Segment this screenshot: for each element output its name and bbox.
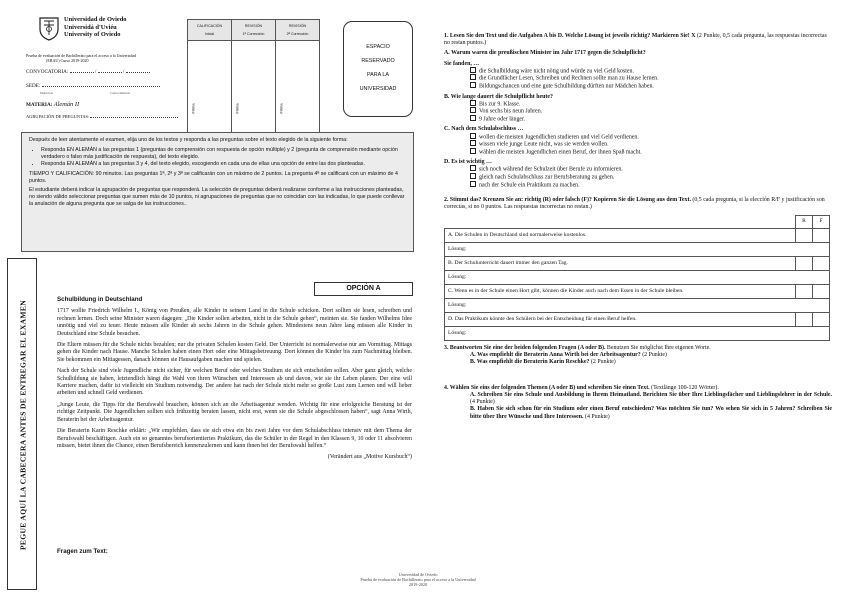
instructions-note: El estudiante deberá indicar la agrupación de preguntas que responderá. La selección de preguntas deberá realizarse conforme a las instrucciones planteadas, no siendo válido seleccionar preguntas que sumen más de 10 puntos, ni agrupaciones de preguntas que no coincidan con las indicadas, lo que puede conllevar la anulación de alguna pregunta que se salga de las instrucciones.. xyxy=(29,187,405,208)
q4b xyxy=(444,406,832,420)
tf-statement: D. Das Praktikum könnte den Schülern bei der Entscheidung für einen Beruf helfen. xyxy=(445,313,796,327)
q4b-points: (4 Punkte) xyxy=(583,413,610,420)
grade-col-initial: CALIFICACIÓN Inicial xyxy=(188,20,232,41)
q1-heading xyxy=(444,33,832,47)
materia-field xyxy=(26,101,79,108)
convocatoria-field[interactable]: CONVOCATORIA: / / xyxy=(26,69,150,75)
q1c-option[interactable]: wollen die meisten Jugendlichen studieren und viel Geld verdienen. xyxy=(444,134,832,142)
losung-label: Lösung: xyxy=(448,245,467,252)
grade-cell-rev1[interactable] xyxy=(232,41,276,136)
sede-sub-labels xyxy=(40,91,130,95)
q2-points: (0,5 cada pregunta, si la elección R/F y justificación son correctas, si no 0 puntos. Las respuestas incorrectas no restan.) xyxy=(444,197,825,211)
materia-label: MATERIA: xyxy=(26,102,53,108)
q2-heading xyxy=(444,197,832,211)
q4-title: 4. Wählen Sie eins der folgenden Themen (A oder B) und schreiben Sie einen Text. xyxy=(444,384,650,391)
reserved-space xyxy=(343,21,413,117)
q1c-option[interactable]: wählen die meisten Jugendlichen einen Beruf, der ihnen Spaß macht. xyxy=(444,149,832,157)
sede-sub-municipio: Municipio xyxy=(40,91,54,95)
checkbox-icon[interactable] xyxy=(470,173,476,179)
tf-f-cell[interactable] xyxy=(813,229,830,243)
tf-statement: B. Der Schulunterricht dauert immer den ganzen Tag. xyxy=(445,257,796,271)
q1a-lead: Sie fanden, … xyxy=(444,60,480,67)
tf-f-cell[interactable] xyxy=(813,285,830,299)
exam-description-line: (EBAU) Curso 2019-2020 xyxy=(46,58,89,63)
header-paste-label: PEGUE AQUÍ LA CABECERA ANTES DE ENTREGAR EL EXAMEN xyxy=(18,299,28,551)
q3b xyxy=(444,359,832,366)
materia-value: Alemán II xyxy=(53,101,80,108)
tf-solution-cell[interactable] xyxy=(445,271,830,285)
tf-solution-cell[interactable] xyxy=(445,327,830,341)
reserved-line: UNIVERSIDAD xyxy=(359,86,397,92)
q4b-text: B. Haben Sie sich schon für ein Studium oder einen Beruf entschieden? Was möchten Sie tun? Wo sehen Sie sich in 5 Jahren? Schreiben Sie bitte über Ihre Wünsche und Ihre Interessen. xyxy=(470,406,832,420)
firma-label: Firma xyxy=(234,102,240,114)
reserved-line: ESPACIO xyxy=(366,44,390,50)
reading-source: (Verändert aus „Motive Kursbuch“) xyxy=(327,454,412,461)
checkbox-icon[interactable] xyxy=(470,67,476,73)
instructions-intro: Después de leer atentamente el examen, elija uno de los textos y responda a las preguntas sobre el texto elegido de la siguiente forma: xyxy=(29,137,348,143)
tf-solution-cell[interactable] xyxy=(445,299,830,313)
q1-title: 1. Lesen Sie den Text und die Aufgaben A bis D. Welche Lösung ist jeweils richtig? Markieren Sie! X xyxy=(444,33,696,39)
q1b-option[interactable]: Von sechs bis neun Jahren. xyxy=(444,108,832,116)
q1a-option[interactable]: Bildungschancen und eine gute Schulbildung dürften nur Mädchen haben. xyxy=(444,83,832,91)
q1b-option[interactable]: 9 Jahre oder länger. xyxy=(444,116,832,124)
checkbox-icon[interactable] xyxy=(470,181,476,187)
checkbox-icon[interactable] xyxy=(470,133,476,139)
instructions-bullet: • Responda EN ALEMÁN a las preguntas 1 (preguntas de comprensión con respuesta de opción múltiple) y 2 (pregunta de comprensión mediante opción verdadero o falso más justificación de respuesta), del texto elegido. xyxy=(41,147,406,161)
tf-statement: C. Wenn es in der Schule einen Hort gibt, können die Kinder auch nach dem Essen in der Schule bleiben. xyxy=(445,285,796,299)
exam-description-line: Prueba de evaluación de Bachillerato para el acceso a la Universidad xyxy=(26,53,137,58)
checkbox-icon[interactable] xyxy=(470,148,476,154)
firma-label: Firma xyxy=(278,102,284,114)
reading-paragraph: 1717 wollte Friedrich Wilhelm I., König von Preußen, alle Kinder in seinem Land in die Schule schicken. Dort sollten sie lesen, schreiben und rechnen lernen. Doch seine Minister waren dagegen: „Die Kinder sollen arbeiten, nicht in die Schule gehen“, meinten sie. Sie fanden Wilhelms Idee unnötig und viel zu teuer. Heute müssen alle Kinder ab sechs Jahren in die Schule gehen. Mindestens neun Jahre lang müssen alle Kinder in Deutschland eine Schule besuchen. xyxy=(57,308,412,337)
q1d-option[interactable]: sich noch während der Schulzeit über Berufe zu informieren. xyxy=(444,166,832,174)
tf-r-cell[interactable] xyxy=(796,313,813,327)
page-footer xyxy=(342,572,494,588)
exam-description xyxy=(26,53,176,63)
checkbox-icon[interactable] xyxy=(470,107,476,113)
sede-field[interactable] xyxy=(26,83,160,89)
q1-points: (2 Punkte, 0,5 cada pregunta, las respuestas incorrectas no restan puntos.) xyxy=(444,33,827,47)
q4-heading xyxy=(444,385,832,392)
checkbox-icon[interactable] xyxy=(470,165,476,171)
q1a-option[interactable]: die Schulbildung wäre nicht nötig und würde zu viel Geld kosten. xyxy=(444,68,832,76)
university-crest-icon xyxy=(38,15,60,41)
tf-r-cell[interactable] xyxy=(796,229,813,243)
grade-col-rev1: REVISIÓN 1ª Corrección xyxy=(232,20,276,41)
grade-cell-rev2[interactable] xyxy=(276,41,320,136)
tf-solution-cell[interactable] xyxy=(445,243,830,257)
q1a-option[interactable]: die Grundfächer Lesen, Schreiben und Rechnen sollte man zu Hause lernen. xyxy=(444,75,832,83)
q1b-option[interactable]: Bis zur 9. Klasse. xyxy=(444,101,832,109)
university-name-es: Universidad de Oviedo xyxy=(64,16,127,23)
footer-line: 2019-2020 xyxy=(408,582,428,588)
agrupacion-field[interactable] xyxy=(26,114,178,119)
checkbox-icon[interactable] xyxy=(470,82,476,88)
grade-col-rev2: REVISIÓN 2ª Corrección xyxy=(276,20,320,41)
col-r-header: R xyxy=(796,215,813,229)
instructions-tiempo: TIEMPO Y CALIFICACIÓN: 90 minutos. Las preguntas 1ª, 2ª y 3ª se calificarán con un máximo de 2 puntos. La pregunta 4ª se calificará con un máximo de 4 puntos. xyxy=(29,170,398,184)
tf-r-cell[interactable] xyxy=(796,285,813,299)
university-name-ast: Universidá d'Uviéu xyxy=(64,23,117,31)
q1d-question: D. Es ist wichtig … xyxy=(444,159,492,166)
checkbox-icon[interactable] xyxy=(470,140,476,146)
q1c-option[interactable]: wissen viele junge Leute nicht, was sie werden wollen. xyxy=(444,141,832,149)
university-name-en: University of Oviedo xyxy=(64,31,121,39)
checkbox-icon[interactable] xyxy=(470,100,476,106)
reading-paragraph: „Junge Leute, die Tipps für die Berufswahl brauchen, können sich an die Arbeitsagentur wenden. Wichtig für eine erfolgreiche Beratung ist der richtige Zeitpunkt. Die Jugendlichen sollten sich frühzeitig beraten lassen, nicht erst, wenn sie die Schule abgeschlossen haben“, sagt Anna Wirth, Beraterin bei der Arbeitsagentur. xyxy=(57,401,412,423)
sede-label: SEDE: xyxy=(26,83,41,89)
tf-f-cell[interactable] xyxy=(813,257,830,271)
footer-line: Universidad de Oviedo xyxy=(398,572,438,577)
checkbox-icon[interactable] xyxy=(470,115,476,121)
q4a-text: A. Schreiben Sie eins Schule und Ausbildung in Ihrem Heimatland. Berichten Sie über Ihre Lieblingsfächer und Lieblingslehrer in der Schule. xyxy=(470,391,832,398)
q1d-option[interactable]: gleich nach Schulabschluss zur Berufsberatung zu gehen. xyxy=(444,174,832,182)
reading-paragraph: Die Eltern müssen für die Schule nichts bezahlen; nur die privaten Schulen kosten Geld. Der Unterricht ist normalerweise nur am Vormittag. Mittags gehen die Kinder nach Hause. Manche Schulen haben einen Hort oder eine Mittagsbetreuung. Dort können die Kinder bis zum Nachmittag bleiben. Sie bekommen ein Mittagessen, danach können sie Hausaufgaben machen und spielen. xyxy=(57,342,412,363)
tf-f-cell[interactable] xyxy=(813,313,830,327)
q1a-question: A. Warum waren die preußischen Minister im Jahr 1717 gegen die Schulpflicht? xyxy=(444,50,646,57)
tf-statement: A. Die Schulen in Deutschland sind normalerweise kostenlos. xyxy=(445,229,796,243)
questions-column xyxy=(444,33,832,421)
q3-tail: Benutzen Sie möglichst Ihre eigenen Worte. xyxy=(605,345,711,352)
q3a-points: (2 Punkte) xyxy=(640,352,667,359)
checkbox-icon[interactable] xyxy=(470,74,476,80)
losung-label: Lösung: xyxy=(448,329,467,336)
reading-paragraph: Die Beraterin Karin Reschke erklärt: „Wir empfehlen, dass sie sich etwa ein bis zwei Jahre vor dem Schulabschluss intensiv mit dem Thema der Berufswahl beschäftigen. Auch ein so genanntes berufsorientiertes Praktikum, das die Schüler in der Regel in den Klassen 9, 10 oder 11 absolvieren müssen, bietet ihnen die Chance, einen Berufsbereich kennenzulernen und kann ihnen bei der Berufswahl helfen.“ xyxy=(57,428,412,449)
true-false-table xyxy=(444,215,830,342)
fragen-label: Fragen zum Text: xyxy=(57,548,108,555)
q3b-points: (2 Punkte) xyxy=(589,359,616,366)
q4-tail: (Textlänge 100-120 Wörter). xyxy=(649,384,719,391)
reading-title: Schulbildung in Deutschland xyxy=(57,296,143,303)
option-label: OPCIÓN A xyxy=(314,282,413,296)
reserved-line: RESERVADO xyxy=(361,58,395,64)
q3a-text: A. Was empfiehlt die Beraterin Anna Wirth bei der Arbeitsagentur? xyxy=(470,352,641,359)
q4a xyxy=(444,392,832,406)
losung-label: Lösung: xyxy=(448,273,467,280)
agrupacion-label: AGRUPACIÓN DE PREGUNTAS: xyxy=(26,114,90,119)
reading-paragraph: Nach der Schule sind viele Jugendliche nicht sicher, für welchen Beruf oder welches Studium sie sich entscheiden sollen. Aber ganz gleich, welche Schulbildung sie haben, letztendlich hängt die Wahl von ihren Wünschen und Interessen ab und davon, wie sie ihr Leben planen. Der eine will Karriere machen, dafür ist vielleicht ein Studium notwendig. Der andere hat nach der Schule nicht mehr so große Lust zum Lernen und will lieber arbeiten und schnell Geld verdienen. xyxy=(57,368,412,397)
instructions-bullets xyxy=(29,147,406,168)
col-f-header: F xyxy=(813,215,830,229)
q1c-question: C. Nach dem Schulabschluss … xyxy=(444,126,524,133)
sede-sub-centro: Centro/Instituto xyxy=(110,91,131,95)
firma-label: Firma xyxy=(190,102,196,114)
q1b-question: B. Wie lange dauert die Schulpflicht heute? xyxy=(444,93,553,100)
q1d-option[interactable]: nach der Schule ein Praktikum zu machen. xyxy=(444,182,832,190)
footer-line: Prueba de evaluación de Bachillerato para el acceso a la Universidad xyxy=(360,577,476,583)
q3-title: 3. Beantworten Sie eine der beiden folgenden Fragen (A oder B). xyxy=(444,345,606,352)
convocatoria-label: CONVOCATORIA: xyxy=(26,69,69,75)
q2-title: 2. Stimmt das? Kreuzen Sie an: richtig (R) oder falsch (F)? Kopieren Sie die Lösung aus dem Text. xyxy=(444,197,691,204)
grades-table xyxy=(187,19,320,136)
losung-label: Lösung: xyxy=(448,301,467,308)
q3b-text: B. Was empfiehlt die Beraterin Karin Reschke? xyxy=(470,359,590,366)
grade-cell-initial[interactable] xyxy=(188,41,232,136)
header-paste-band xyxy=(7,258,37,590)
q4a-points: (4 Punkte) xyxy=(470,399,495,406)
tf-r-cell[interactable] xyxy=(796,257,813,271)
reserved-line: PARA LA xyxy=(366,72,390,78)
instructions-box xyxy=(21,132,414,252)
university-name xyxy=(64,16,127,39)
instructions-bullet: • Responda EN ALEMÁN a las preguntas 3 y 4, del texto elegido, escogiendo en cada una de ellas una opción de entre las dos planteadas. xyxy=(41,161,406,168)
reading-text xyxy=(57,296,412,466)
